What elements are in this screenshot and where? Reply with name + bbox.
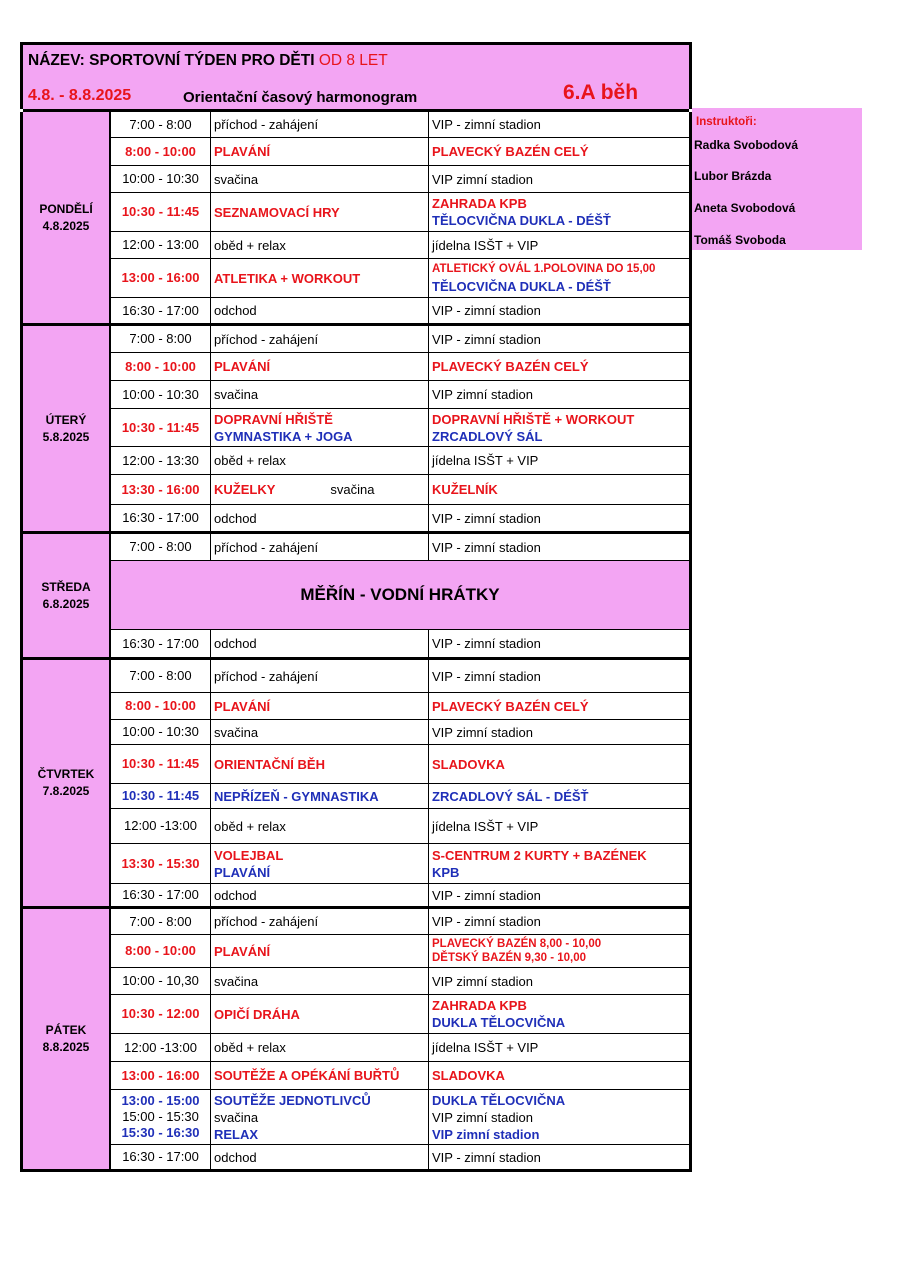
instructor-name: Lubor Brázda [694,169,772,183]
activity-cell: oběd + relax [211,232,429,258]
location-cell: VIP - zimní stadion [432,1149,541,1165]
activity-cell: ATLETIKA + WORKOUT [211,259,429,297]
location-cell [429,935,689,967]
table-row [111,353,689,381]
day-date: 8.8.2025 [42,1040,90,1054]
location-line: S-CENTRUM 2 KURTY + BAZÉNEK [432,847,647,863]
instructor-name: Aneta Svobodová [694,201,796,215]
day-name: STŘEDA [41,579,91,594]
day-date: 7.8.2025 [42,784,90,798]
activity-line: svačina [214,1109,259,1125]
header-dates: 4.8. - 8.8.2025 [28,87,132,104]
location-line: DĚTSKÝ BAZÉN 9,30 - 10,00 [432,952,587,964]
table-row [111,968,689,995]
table-row [111,1062,689,1090]
activity-cell [211,475,429,504]
table-row [111,720,689,745]
location-line: DUKLA TĚLOCVIČNA [432,1015,566,1030]
instructors-box [692,108,862,250]
day-date: 6.8.2025 [42,596,90,611]
time-line: 15:30 - 16:30 [121,1125,200,1140]
activity-cell: příchod - zahájení [211,909,429,934]
table-row [111,505,689,531]
table-row [111,630,689,657]
full-day-activity [111,561,689,630]
activity-cell: svačina [211,720,429,744]
header-divider [23,109,689,112]
table-row [111,534,689,561]
time-cell: 13:30 - 16:00 [111,475,211,504]
location-line: VIP zimní stadion [432,1109,533,1125]
location-cell: VIP - zimní stadion [432,331,541,347]
time-cell: 7:00 - 8:00 [111,326,211,352]
location-cell: PLAVECKÝ BAZÉN CELÝ [432,144,589,159]
location-line: TĚLOCVIČNA DUKLA - DÉŠŤ [432,279,611,294]
header-title [28,52,388,70]
table-row [111,232,689,259]
day-monday [20,112,692,326]
time-cell: 7:00 - 8:00 [111,909,211,934]
activity-cell: příchod - zahájení [211,534,429,560]
location-cell: VIP - zimní stadion [432,117,541,132]
instructor-name: Radka Svobodová [694,138,799,152]
table-row [111,745,689,784]
location-cell: VIP zimní stadion [432,973,533,989]
time-cell: 16:30 - 17:00 [111,298,211,323]
time-cell: 7:00 - 8:00 [111,112,211,137]
day-tuesday [20,326,692,534]
location-cell [429,409,689,446]
day-label [23,534,111,657]
activity-cell: PLAVÁNÍ [211,138,429,165]
table-row [111,447,689,475]
location-cell: jídelna ISŠT + VIP [432,237,539,253]
day-name: ÚTERÝ [45,412,87,427]
activity-cell: odchod [211,630,429,657]
time-cell: 8:00 - 10:00 [111,693,211,719]
time-cell: 8:00 - 10:00 [111,353,211,380]
location-line: DOPRAVNÍ HŘIŠTĚ + WORKOUT [432,411,635,427]
table-row [111,1145,689,1169]
table-row [111,475,689,505]
day-label [23,112,111,323]
table-row [111,138,689,166]
activity-cell: odchod [211,884,429,906]
time-cell: 13:00 - 16:00 [111,1062,211,1089]
location-cell [429,1090,689,1144]
time-line: 13:00 - 15:00 [121,1093,200,1108]
activity-cell [211,409,429,446]
table-row [111,193,689,232]
location-cell: jídelna ISŠT + VIP [432,1040,539,1055]
table-row [111,259,689,298]
activity-line: RELAX [214,1126,259,1142]
table-row [111,935,689,968]
location-cell: KUŽELNÍK [432,482,498,497]
day-friday [20,909,692,1172]
time-cell: 10:30 - 11:45 [111,745,211,783]
location-cell: jídelna ISŠT + VIP [432,818,539,834]
title-text: NÁZEV: SPORTOVNÍ TÝDEN PRO DĚTI [28,52,315,69]
location-cell [429,259,689,297]
time-cell: 16:30 - 17:00 [111,505,211,531]
table-row [111,884,689,906]
time-cell: 12:00 - 13:30 [111,447,211,474]
instructor-name: Tomáš Svoboda [694,233,786,247]
location-cell [429,193,689,231]
day-label [23,326,111,531]
location-line: VIP zimní stadion [432,1126,540,1142]
activity-cell: oběd + relax [211,447,429,474]
header-group: 6.A běh [563,81,639,104]
table-row [111,112,689,138]
activity-cell: PLAVÁNÍ [211,353,429,380]
full-day-label: MĚŘÍN - VODNÍ HRÁTKY [300,585,500,604]
location-cell: PLAVECKÝ BAZÉN CELÝ [432,359,589,374]
location-line: PLAVECKÝ BAZÉN 8,00 - 10,00 [432,938,602,950]
location-line: ZRCADLOVÝ SÁL [432,428,543,444]
day-name: PÁTEK [45,1023,87,1037]
activity-cell: příchod - zahájení [211,326,429,352]
location-cell: SLADOVKA [432,1068,505,1083]
header-subtitle: Orientační časový harmonogram [183,89,418,106]
table-row [111,326,689,353]
table-row [111,909,689,935]
location-cell: VIP zimní stadion [432,171,533,187]
time-cell: 7:00 - 8:00 [111,534,211,560]
activity-cell: ORIENTAČNÍ BĚH [211,745,429,783]
time-cell: 13:30 - 15:30 [111,844,211,883]
time-cell: 8:00 - 10:00 [111,138,211,165]
table-row [111,844,689,884]
location-line: KPB [432,864,460,880]
time-cell: 10:30 - 11:45 [111,409,211,446]
location-cell: VIP - zimní stadion [432,668,541,684]
table-row [111,1034,689,1062]
activity-line: KUŽELKY [214,482,276,497]
location-cell: VIP - zimní stadion [432,914,541,929]
instructors-title: Instruktoři: [696,116,757,128]
activity-cell: oběd + relax [211,809,429,843]
time-cell: 8:00 - 10:00 [111,935,211,967]
table-row [111,409,689,447]
activity-line: GYMNASTIKA + JOGA [214,428,353,444]
table-row [111,784,689,809]
activity-cell: oběd + relax [211,1034,429,1061]
time-cell: 12:00 -13:00 [111,809,211,843]
table-row [111,1090,689,1145]
time-cell: 10:00 - 10,30 [111,968,211,994]
table-row [111,298,689,323]
time-cell: 16:30 - 17:00 [111,1145,211,1169]
table-row [111,381,689,409]
location-line: TĚLOCVIČNA DUKLA - DÉŠŤ [432,213,611,228]
location-line: ATLETICKÝ OVÁL 1.POLOVINA DO 15,00 [432,263,656,275]
location-cell: jídelna ISŠT + VIP [432,453,539,468]
time-cell: 13:00 - 16:00 [111,259,211,297]
time-cell: 7:00 - 8:00 [111,660,211,692]
day-date: 5.8.2025 [42,429,90,444]
location-line: DUKLA TĚLOCVIČNA [432,1092,566,1108]
time-cell: 10:00 - 10:30 [111,720,211,744]
location-cell: PLAVECKÝ BAZÉN CELÝ [432,698,589,714]
activity-cell [211,1090,429,1144]
activity-cell: odchod [211,505,429,531]
activity-line: VOLEJBAL [214,847,284,863]
table-row [111,693,689,720]
time-cell: 12:00 - 13:00 [111,232,211,258]
activity-cell: NEPŘÍZEŇ - GYMNASTIKA [211,784,429,808]
time-cell: 16:30 - 17:00 [111,630,211,657]
day-label [23,660,111,906]
table-row [111,995,689,1034]
day-date: 4.8.2025 [42,218,90,233]
activity-cell: SEZNAMOVACÍ HRY [211,193,429,231]
day-name: PONDĚLÍ [39,201,93,216]
activity-line: PLAVÁNÍ [214,864,271,880]
location-cell: VIP - zimní stadion [432,303,541,318]
location-cell [429,995,689,1033]
location-cell: VIP - zimní stadion [432,510,541,526]
time-cell: 10:30 - 11:45 [111,784,211,808]
day-thursday [20,660,692,909]
time-cell: 10:30 - 12:00 [111,995,211,1033]
title-highlight: OD 8 LET [318,52,388,69]
activity-cell: PLAVÁNÍ [211,693,429,719]
location-cell: VIP - zimní stadion [432,539,541,555]
activity-cell: SOUTĚŽE A OPÉKÁNÍ BUŘTŮ [211,1062,429,1089]
table-row [111,660,689,693]
location-line: ZAHRADA KPB [432,998,527,1013]
activity-extra: svačina [330,482,375,497]
activity-cell [211,844,429,883]
activity-cell: svačina [211,968,429,994]
activity-cell: příchod - zahájení [211,112,429,137]
location-cell: VIP zimní stadion [432,724,533,740]
day-name: ČTVRTEK [37,767,95,781]
time-cell: 10:30 - 11:45 [111,193,211,231]
activity-line: DOPRAVNÍ HŘIŠTĚ [214,411,333,427]
time-cell: 10:00 - 10:30 [111,166,211,192]
activity-cell: svačina [211,381,429,408]
day-label [23,909,111,1169]
schedule-header [20,42,692,109]
table-row [111,809,689,844]
activity-cell: odchod [211,298,429,323]
location-cell: VIP zimní stadion [432,387,533,402]
activity-cell: příchod - zahájení [211,660,429,692]
location-cell [429,844,689,883]
schedule-sheet [20,42,692,1172]
time-cell: 16:30 - 17:00 [111,884,211,906]
time-line: 15:00 - 15:30 [122,1109,199,1124]
location-cell: ZRCADLOVÝ SÁL - DÉŠŤ [432,788,589,804]
time-cell: 12:00 -13:00 [111,1034,211,1061]
activity-cell: PLAVÁNÍ [211,935,429,967]
day-wednesday [20,534,692,660]
activity-cell: odchod [211,1145,429,1169]
activity-line: SOUTĚŽE JEDNOTLIVCŮ [214,1092,371,1108]
table-row [111,166,689,193]
location-cell: SLADOVKA [432,756,505,772]
location-line: ZAHRADA KPB [432,196,527,211]
activity-cell: OPIČÍ DRÁHA [211,995,429,1033]
time-cell: 10:00 - 10:30 [111,381,211,408]
location-cell: VIP - zimní stadion [432,636,541,651]
activity-cell: svačina [211,166,429,192]
time-cell [111,1090,211,1144]
location-cell: VIP - zimní stadion [432,887,541,903]
